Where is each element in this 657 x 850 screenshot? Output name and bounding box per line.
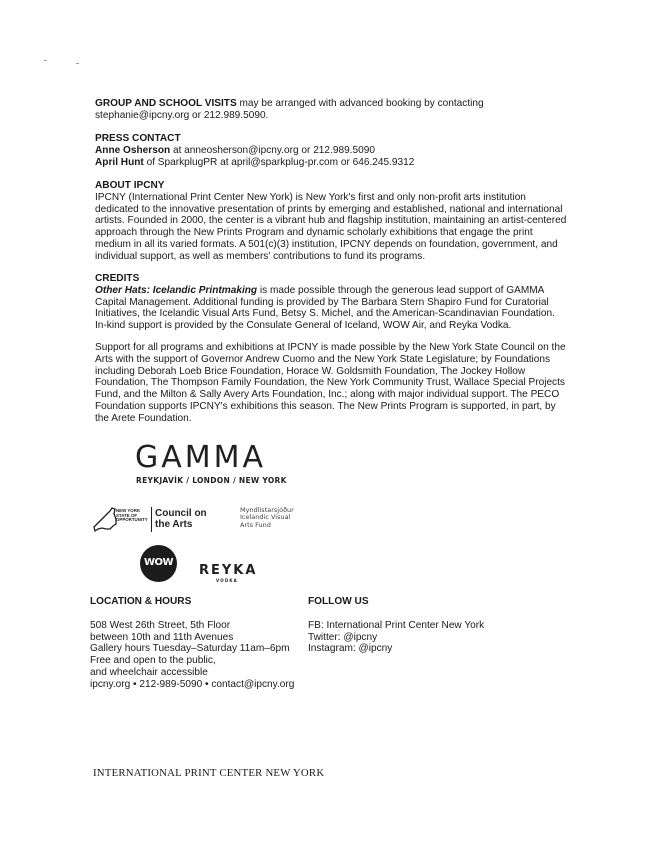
location-line: Gallery hours Tuesday–Saturday 11am–6pm xyxy=(90,643,290,655)
credits-line: In-kind support is provided by the Consulate General of Iceland, WOW Air, and Reyka Vodka. xyxy=(95,320,512,332)
credits-line1-rest: is made possible through the generous lead support of GAMMA xyxy=(257,284,545,296)
credits-line: Initiatives, the Icelandic Visual Arts Fund, Betsy S. Michel, and the American-Scandinavian Foundation. xyxy=(95,308,555,320)
gamma-logo: GAMMA xyxy=(135,440,267,475)
press-contact-2-name: April Hunt xyxy=(95,156,144,168)
reyka-vodka-subtitle: VODKA xyxy=(216,578,238,583)
credits-line: Capital Management. Additional funding is provided by The Barbara Stern Shapiro Fund for Curatorial xyxy=(95,296,549,308)
support-line: Support for all programs and exhibitions at IPCNY is made possible by the New York State Council on the xyxy=(95,342,566,353)
group-visits-section xyxy=(95,98,580,122)
press-contact-section xyxy=(95,133,580,168)
exhibition-title: Other Hats: Icelandic Printmaking xyxy=(95,284,258,296)
follow-section xyxy=(308,596,538,655)
location-heading: LOCATION & HOURS xyxy=(90,596,192,607)
follow-heading: FOLLOW US xyxy=(308,596,369,607)
wow-air-logo xyxy=(140,545,177,582)
support-line: the Arete Foundation. xyxy=(95,412,192,424)
group-visits-line1 xyxy=(95,98,580,110)
mynd-line2: Icelandic Visual xyxy=(240,513,291,522)
group-visits-heading: GROUP AND SCHOOL VISITS xyxy=(95,98,237,109)
about-line: medium in all its varied formats. A 501(c)(3) institution, IPCNY depends on foundation, government, and xyxy=(95,238,558,250)
nys-logo-divider xyxy=(151,507,152,532)
group-visits-line2: stephanie@ipcny.org or 212.989.5090. xyxy=(95,109,269,121)
myndlistarsjodur-logo xyxy=(240,507,320,529)
nys-opportunity-text: NEW YORK STATE OF OPPORTUNITY xyxy=(116,508,148,523)
about-section xyxy=(95,180,580,263)
group-visits-text: may be arranged with advanced booking by contacting xyxy=(236,98,484,109)
credits-line xyxy=(95,285,580,297)
location-line: ipcny.org • 212-989-5090 • contact@ipcny.org xyxy=(90,678,295,690)
mynd-line3: Arts Fund xyxy=(240,520,271,529)
follow-line: FB: International Print Center New York xyxy=(308,619,485,631)
about-heading: ABOUT IPCNY xyxy=(95,180,165,191)
about-line: IPCNY (International Print Center New York) is New York's first and only non-profit arts institution xyxy=(95,191,526,203)
location-section xyxy=(90,596,305,691)
scan-speck xyxy=(44,60,47,61)
scan-speck xyxy=(76,63,79,64)
location-line: and wheelchair accessible xyxy=(90,666,208,678)
follow-line: Twitter: @ipcny xyxy=(308,631,378,643)
wow-logo-text: WOW xyxy=(143,557,174,568)
support-section xyxy=(95,342,580,425)
nys-council-text: Council on the Arts xyxy=(155,508,207,530)
follow-line: Instagram: @ipcny xyxy=(308,643,393,655)
support-line: Arts with the support of Governor Andrew Cuomo and the New York State Legislature; by Foundations xyxy=(95,353,551,365)
about-line: dedicated to the innovative presentation of prints by emerging and established, national and international xyxy=(95,203,563,215)
support-line: Fund, and the Milton & Sally Avery Arts Foundation, Inc.; along with major individual support. The PECO xyxy=(95,389,560,401)
about-line: approach through the New Prints Program and dynamic scholarly exhibitions that engage the print xyxy=(95,227,533,239)
about-line: individual support, as well as members' contributions to fund its programs. xyxy=(95,250,426,262)
press-contact-heading: PRESS CONTACT xyxy=(95,133,181,144)
about-line: artists. Founded in 2000, the center is a vibrant hub and flagship institution, maintaining an artist-centered xyxy=(95,215,567,227)
new-york-state-outline-icon xyxy=(94,508,116,531)
support-line: Foundation, The Thompson Family Foundation, the New York Community Trust, Wallace Special Projects xyxy=(95,377,565,389)
support-line: Foundation supports IPCNY's exhibitions this season. The New Prints Program is supported, in part, by xyxy=(95,400,556,412)
credits-section xyxy=(95,273,580,332)
credits-heading: CREDITS xyxy=(95,273,140,284)
location-line: between 10th and 11th Avenues xyxy=(90,631,234,643)
page-footer: INTERNATIONAL PRINT CENTER NEW YORK xyxy=(93,767,325,779)
press-contact-1-name: Anne Osherson xyxy=(95,144,171,156)
press-contact-2 xyxy=(95,157,580,169)
mynd-line1: Myndlistarsjóður xyxy=(240,506,294,514)
press-contact-1-text: at anneosherson@ipcny.org or 212.989.5090 xyxy=(170,144,375,156)
press-contact-2-text: of SparkplugPR at april@sparkplug-pr.com or 646.245.9312 xyxy=(143,156,415,168)
press-contact-1 xyxy=(95,145,580,157)
reyka-vodka-logo: REYKA xyxy=(199,563,258,578)
location-line: Free and open to the public, xyxy=(90,655,216,667)
location-line: 508 West 26th Street, 5th Floor xyxy=(90,619,231,631)
gamma-logo-subtitle: REYKJAVÍK / LONDON / NEW YORK xyxy=(136,476,287,485)
support-line: including Deborah Loeb Brice Foundation, Horace W. Goldsmith Foundation, The Jockey Hollow xyxy=(95,365,526,377)
